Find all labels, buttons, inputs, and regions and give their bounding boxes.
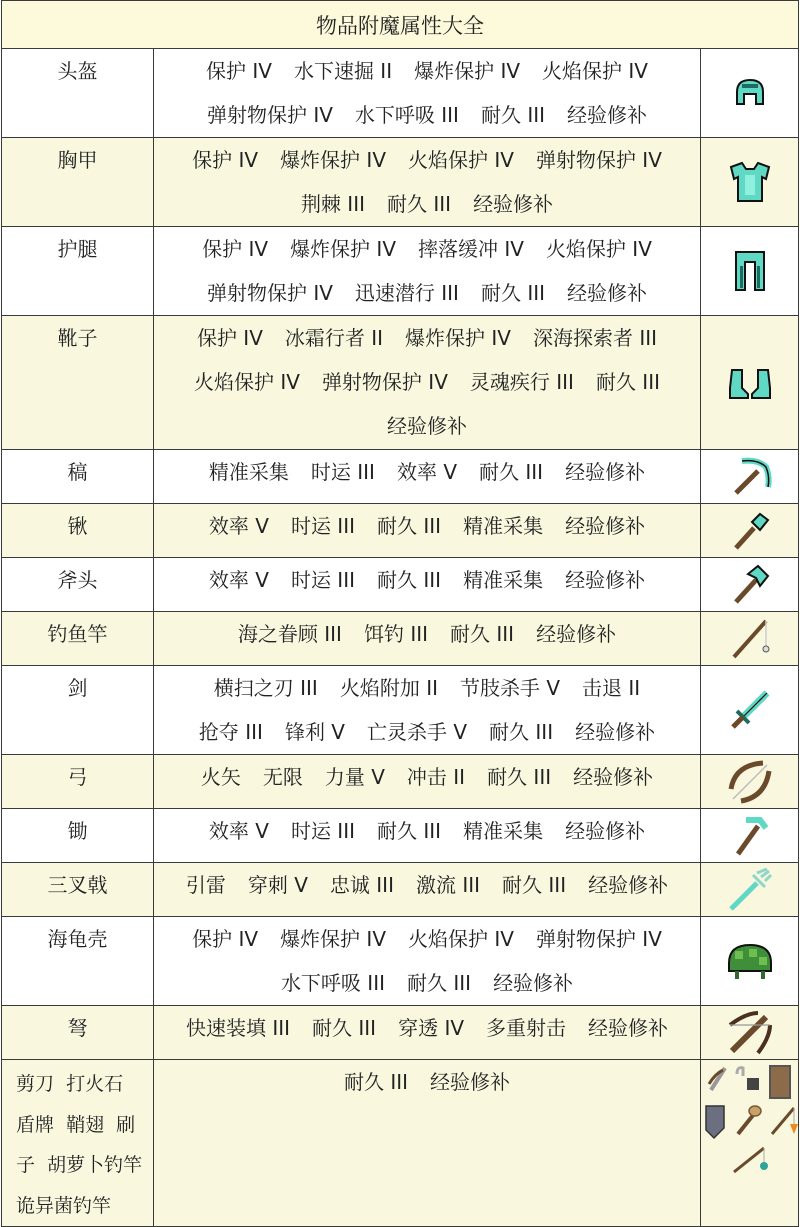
bow-icon — [701, 759, 798, 805]
enchantment-line — [158, 138, 696, 182]
enchantments-cell — [154, 504, 701, 558]
enchantment-line — [158, 755, 696, 799]
item-name: 弓 — [2, 755, 154, 809]
enchantments-cell — [154, 450, 701, 504]
item-name: 钓鱼竿 — [2, 612, 154, 666]
enchantment-item: 耐久 III — [450, 622, 515, 646]
item-name: 胸甲 — [2, 138, 154, 227]
table-row — [2, 612, 799, 666]
diamond-hoe-icon — [701, 814, 798, 858]
enchantment-item: 耐久 III — [489, 720, 554, 744]
enchantment-item: 耐久 III — [595, 370, 660, 394]
item-name: 剑 — [2, 666, 154, 755]
enchantment-item: 经验修补 — [567, 103, 648, 127]
enchantment-item: 弹射物保护 IV — [535, 148, 662, 172]
item-name-line: 诡异菌钓竿 — [16, 1194, 112, 1217]
enchantment-line — [158, 809, 696, 853]
enchantment-item: 穿刺 V — [247, 873, 308, 897]
enchantments-cell — [154, 755, 701, 809]
enchantment-item: 经验修补 — [473, 192, 554, 216]
enchantment-item: 爆炸保护 IV — [414, 59, 521, 83]
enchantment-item: 激流 III — [415, 873, 481, 897]
item-icon-cell — [701, 666, 799, 755]
item-icon-cell — [701, 863, 799, 917]
enchantment-item: 保护 IV — [192, 148, 259, 172]
enchantment-item: 经验修补 — [565, 819, 646, 843]
item-name: 护腿 — [2, 227, 154, 316]
item-name: 海龟壳 — [2, 917, 154, 1006]
enchantment-item: 海之眷顾 III — [237, 622, 342, 646]
enchantment-item: 经验修补 — [588, 1016, 669, 1040]
enchantment-item: 耐久 III — [377, 819, 442, 843]
enchantments-cell — [154, 227, 701, 316]
item-name: 弩 — [2, 1006, 154, 1060]
table-row — [2, 1060, 799, 1227]
enchantment-item: 火焰保护 IV — [408, 927, 514, 951]
enchantment-item: 耐久 III — [480, 281, 546, 305]
enchantment-item: 冲击 II — [406, 765, 466, 789]
item-name: 头盔 — [2, 49, 154, 138]
enchantment-item: 保护 IV — [196, 326, 263, 350]
enchantment-line — [158, 710, 696, 754]
enchantment-item: 穿透 IV — [398, 1016, 465, 1040]
enchantment-item: 无限 — [262, 765, 303, 789]
enchantment-item: 保护 IV — [206, 59, 272, 83]
enchantment-item: 横扫之刃 III — [213, 676, 318, 700]
item-icon-cell — [701, 1006, 799, 1060]
enchantment-item: 时运 III — [290, 819, 356, 843]
item-name: 稿 — [2, 450, 154, 504]
enchantments-cell — [154, 666, 701, 755]
enchantment-line — [158, 316, 696, 360]
enchantment-item: 火焰附加 II — [339, 676, 438, 700]
enchantment-item: 耐久 III — [479, 460, 544, 484]
item-name-line: 剪刀 打火石 — [16, 1073, 124, 1095]
enchantment-item: 耐久 III — [377, 568, 442, 592]
enchantment-item: 灵魂疾行 III — [469, 370, 574, 394]
item-icon-cell — [701, 504, 799, 558]
warped-fungus-on-a-stick-icon — [730, 1144, 770, 1174]
table-row — [2, 227, 799, 316]
enchantment-line — [158, 360, 696, 404]
enchantment-item: 爆炸保护 IV — [290, 237, 396, 261]
item-name: 锄 — [2, 809, 154, 863]
enchantment-item: 经验修补 — [430, 1070, 511, 1094]
enchantment-item: 经验修补 — [536, 622, 617, 646]
enchantment-line — [158, 93, 696, 137]
diamond-helmet-icon — [701, 78, 798, 108]
enchantment-line — [158, 558, 696, 602]
item-icon-cell — [701, 49, 799, 138]
enchantment-item: 耐久 III — [312, 1016, 377, 1040]
enchantment-item: 经验修补 — [565, 514, 646, 538]
diamond-chestplate-icon — [701, 161, 798, 203]
shears-icon — [707, 1064, 729, 1100]
table-row — [2, 1006, 799, 1060]
table-row — [2, 863, 799, 917]
enchantment-item: 多重射击 — [486, 1016, 567, 1040]
enchantment-item: 火焰保护 IV — [542, 59, 648, 83]
enchantment-item: 火矢 — [200, 765, 241, 789]
enchantment-line — [158, 961, 696, 1005]
enchantment-item: 精准采集 — [208, 460, 289, 484]
enchantment-item: 爆炸保护 IV — [280, 927, 386, 951]
enchantment-item: 时运 III — [290, 568, 356, 592]
enchantment-item: 火焰保护 IV — [545, 237, 652, 261]
table-title: 物品附魔属性大全 — [2, 1, 799, 49]
item-icons-cell — [701, 1060, 799, 1227]
enchantment-item: 效率 V — [208, 514, 269, 538]
elytra-icon — [702, 1104, 728, 1140]
enchantment-item: 耐久 III — [502, 873, 567, 897]
carrot-on-a-stick-icon — [768, 1104, 798, 1140]
enchantment-item: 引雷 — [185, 873, 226, 897]
enchantment-item: 经验修补 — [575, 720, 656, 744]
enchantments-cell — [154, 138, 701, 227]
item-icon-cell — [701, 138, 799, 227]
enchantments-cell — [154, 863, 701, 917]
enchantment-item: 忠诚 III — [329, 873, 394, 897]
shield-icon — [767, 1064, 793, 1100]
item-name: 斧头 — [2, 558, 154, 612]
table-row — [2, 558, 799, 612]
item-icon-cell — [701, 227, 799, 316]
item-icon-cell — [701, 612, 799, 666]
enchantment-line — [158, 1060, 696, 1104]
enchantment-item: 经验修补 — [573, 765, 654, 789]
item-name-line: 子 胡萝卜钓竿 — [16, 1154, 143, 1176]
enchantment-item: 耐久 III — [480, 103, 546, 127]
enchantment-line — [158, 666, 696, 710]
item-icon-cell — [701, 450, 799, 504]
enchantment-item: 效率 V — [208, 819, 269, 843]
trident-icon — [701, 867, 798, 913]
enchantment-item: 耐久 III — [343, 1070, 409, 1094]
table-row — [2, 138, 799, 227]
diamond-shovel-icon — [701, 510, 798, 552]
table-row — [2, 755, 799, 809]
item-icon-cell — [701, 558, 799, 612]
table-row — [2, 504, 799, 558]
item-icon-cell — [701, 755, 799, 809]
enchantment-item: 饵钓 III — [363, 622, 429, 646]
enchantment-item: 摔落缓冲 IV — [418, 237, 524, 261]
flint-and-steel-icon — [735, 1064, 761, 1100]
item-name: 靴子 — [2, 316, 154, 450]
item-icon-cell — [701, 316, 799, 450]
enchantment-item: 弹射物保护 IV — [206, 103, 333, 127]
enchantment-item: 水下速掘 II — [293, 59, 393, 83]
turtle-shell-icon — [701, 941, 798, 981]
enchantment-line — [158, 450, 696, 494]
enchantment-item: 冰霜行者 II — [284, 326, 384, 350]
enchantments-cell — [154, 809, 701, 863]
item-name: 三叉戟 — [2, 863, 154, 917]
enchantment-item: 时运 III — [290, 514, 356, 538]
table-row — [2, 666, 799, 755]
enchantment-item: 保护 IV — [202, 237, 269, 261]
diamond-axe-icon — [701, 564, 798, 606]
item-name: 锹 — [2, 504, 154, 558]
enchantment-item: 效率 V — [396, 460, 458, 484]
enchantment-item: 保护 IV — [192, 927, 259, 951]
enchantment-item: 击退 II — [582, 676, 641, 700]
enchantment-item: 爆炸保护 IV — [405, 326, 511, 350]
enchantment-item: 精准采集 — [463, 568, 544, 592]
enchantment-item: 火焰保护 IV — [194, 370, 300, 394]
enchantments-cell — [154, 1060, 701, 1227]
enchantment-line — [158, 863, 696, 907]
enchantment-item: 弹射物保护 IV — [321, 370, 448, 394]
enchantment-item: 水下呼吸 III — [280, 971, 385, 995]
enchantment-item: 深海探索者 III — [532, 326, 658, 350]
enchantment-item: 经验修补 — [588, 873, 669, 897]
enchantment-item: 耐久 III — [407, 971, 472, 995]
enchantment-item: 耐久 III — [377, 514, 442, 538]
enchantment-item: 精准采集 — [463, 514, 544, 538]
enchantment-item: 抢夺 III — [198, 720, 263, 744]
table-row — [2, 917, 799, 1006]
enchantment-item: 效率 V — [208, 568, 269, 592]
enchantment-line — [158, 612, 696, 656]
enchantment-item: 力量 V — [324, 765, 385, 789]
table-row — [2, 49, 799, 138]
enchantment-table — [1, 0, 799, 1227]
enchantments-cell — [154, 558, 701, 612]
enchantment-item: 经验修补 — [567, 281, 648, 305]
enchantment-item: 时运 III — [310, 460, 375, 484]
enchantment-item: 快速装填 III — [185, 1016, 291, 1040]
enchantment-line — [158, 404, 696, 448]
table-row — [2, 316, 799, 450]
enchantment-line — [158, 49, 696, 93]
enchantment-line — [158, 1006, 696, 1050]
enchantment-item: 经验修补 — [387, 414, 467, 438]
enchantment-line — [158, 917, 696, 961]
enchantment-item: 弹射物保护 IV — [206, 281, 333, 305]
table-row — [2, 450, 799, 504]
enchantment-item: 迅速潜行 III — [354, 281, 459, 305]
item-name-list — [2, 1060, 154, 1227]
enchantments-cell — [154, 917, 701, 1006]
diamond-sword-icon — [701, 689, 798, 731]
enchantment-item: 荆棘 III — [300, 192, 365, 216]
enchantments-cell — [154, 1006, 701, 1060]
crossbow-icon — [701, 1009, 798, 1057]
enchantments-cell — [154, 49, 701, 138]
enchantments-cell — [154, 612, 701, 666]
enchantment-item: 经验修补 — [493, 971, 574, 995]
item-icon-cell — [701, 809, 799, 863]
diamond-boots-icon — [701, 366, 798, 400]
enchantment-item: 亡灵杀手 V — [367, 720, 468, 744]
item-icon-cell — [701, 917, 799, 1006]
enchantment-line — [158, 271, 696, 315]
brush-icon — [734, 1104, 762, 1140]
diamond-leggings-icon — [701, 250, 798, 292]
enchantment-item: 经验修补 — [565, 568, 646, 592]
fishing-rod-icon — [701, 617, 798, 661]
enchantment-item: 弹射物保护 IV — [535, 927, 662, 951]
enchantment-item: 火焰保护 IV — [408, 148, 514, 172]
enchantment-line — [158, 504, 696, 548]
table-row — [2, 809, 799, 863]
enchantment-item: 锋利 V — [284, 720, 345, 744]
enchantment-item: 耐久 III — [387, 192, 452, 216]
enchantments-cell — [154, 316, 701, 450]
enchantment-line — [158, 182, 696, 226]
enchantment-item: 节肢杀手 V — [460, 676, 561, 700]
enchantment-item: 水下呼吸 III — [354, 103, 459, 127]
diamond-pickaxe-icon — [701, 455, 798, 499]
enchantment-item: 精准采集 — [463, 819, 544, 843]
enchantment-item: 爆炸保护 IV — [280, 148, 386, 172]
item-name-line: 盾牌 鞘翅 刷 — [16, 1113, 136, 1136]
enchantment-line — [158, 227, 696, 271]
enchantment-item: 经验修补 — [565, 460, 646, 484]
enchantment-item: 耐久 III — [487, 765, 552, 789]
